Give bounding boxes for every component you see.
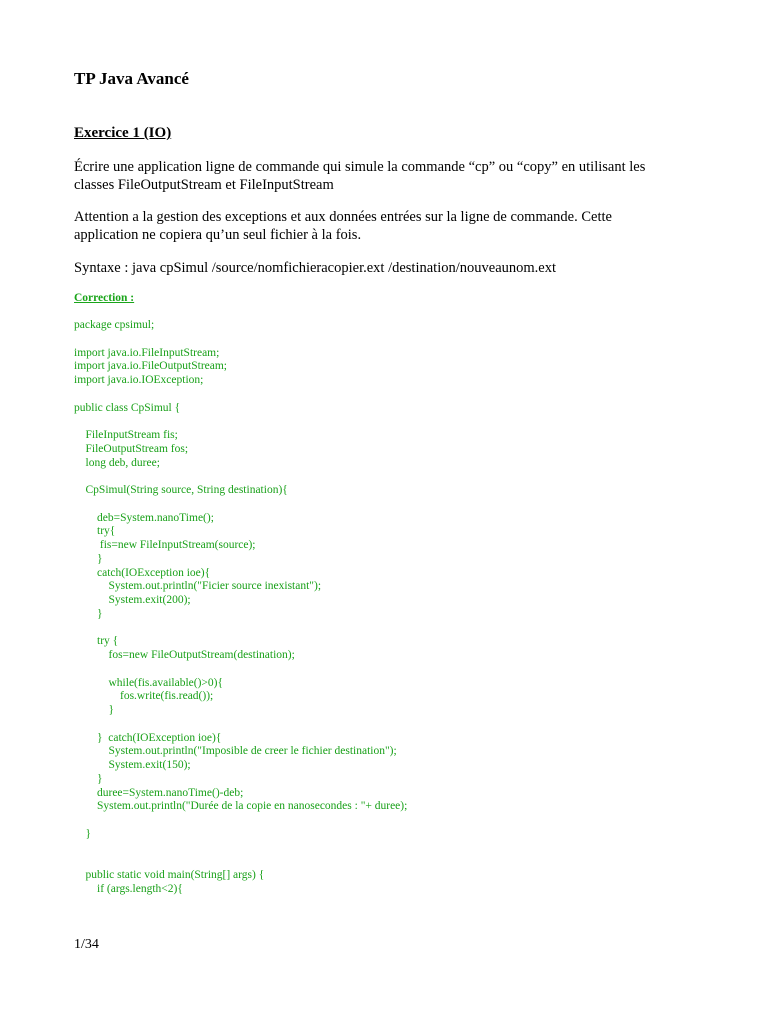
code-line: } catch(IOException ioe){ xyxy=(74,731,222,744)
code-line: try { xyxy=(74,635,119,648)
code-line: catch(IOException ioe){ xyxy=(74,566,211,579)
code-line xyxy=(74,622,407,636)
code-line: duree=System.nanoTime()-deb; xyxy=(74,786,244,799)
code-line: FileOutputStream fos; xyxy=(74,442,189,455)
instruction-line: Écrire une application ligne de commande qui simule la commande “cp” ou “copy” en utilisant les xyxy=(74,159,646,175)
code-line: public class CpSimul { xyxy=(74,401,181,414)
code-line: fos.write(fis.read()); xyxy=(74,690,214,703)
code-line: System.out.println("Durée de la copie en nanosecondes : "+ duree); xyxy=(74,800,408,813)
code-line: CpSimul(String source, String destination){ xyxy=(74,484,288,496)
code-line xyxy=(74,663,407,677)
code-line: } xyxy=(74,827,92,840)
code-line: deb=System.nanoTime(); xyxy=(74,511,214,524)
code-line: System.out.println("Imposible de creer le fichier destination"); xyxy=(74,745,397,758)
warning-line: Attention a la gestion des exceptions et aux données entrées sur la ligne de commande. Cette xyxy=(74,209,612,225)
code-block xyxy=(74,319,407,897)
code-line: } xyxy=(74,772,103,785)
page-number: 1/34 xyxy=(74,937,99,952)
syntax-paragraph xyxy=(74,259,714,277)
document-title: TP Java Avancé xyxy=(74,69,189,88)
code-line: } xyxy=(74,704,115,716)
code-line xyxy=(74,415,407,429)
code-line: import java.io.FileOutputStream; xyxy=(74,360,227,373)
code-line: } xyxy=(74,607,103,620)
code-line: public static void main(String[] args) { xyxy=(74,869,265,881)
code-line: package cpsimul; xyxy=(74,319,155,331)
code-line: FileInputStream fis; xyxy=(74,429,178,441)
code-line: System.exit(200); xyxy=(74,594,191,606)
correction-label: Correction : xyxy=(74,292,135,304)
instruction-line: classes FileOutputStream et FileInputStream xyxy=(74,177,334,193)
code-line: while(fis.available()>0){ xyxy=(74,676,224,689)
code-line: import java.io.FileInputStream; xyxy=(74,346,220,359)
code-line xyxy=(74,718,407,732)
code-line: try{ xyxy=(74,525,116,538)
code-line: System.exit(150); xyxy=(74,759,191,771)
exercise-heading: Exercice 1 (IO) xyxy=(74,125,172,141)
instruction-paragraph xyxy=(74,158,714,194)
warning-paragraph xyxy=(74,208,714,244)
code-line: if (args.length<2){ xyxy=(74,882,183,895)
code-line: fis=new FileInputStream(source); xyxy=(74,539,256,551)
code-line xyxy=(74,814,407,828)
code-line: import java.io.IOException; xyxy=(74,374,204,386)
code-line xyxy=(74,470,407,484)
code-line: System.out.println("Ficier source inexistant"); xyxy=(74,580,322,593)
syntax-line: Syntaxe : java cpSimul /source/nomfichieracopier.ext /destination/nouveaunom.ext xyxy=(74,260,556,276)
code-line xyxy=(74,333,407,347)
code-line: long deb, duree; xyxy=(74,456,160,469)
code-line xyxy=(74,842,407,856)
code-line: } xyxy=(74,552,103,565)
code-line xyxy=(74,388,407,402)
code-line xyxy=(74,855,407,869)
code-line xyxy=(74,498,407,512)
warning-line: application ne copiera qu’un seul fichier à la fois. xyxy=(74,227,362,243)
code-line: fos=new FileOutputStream(destination); xyxy=(74,649,295,661)
